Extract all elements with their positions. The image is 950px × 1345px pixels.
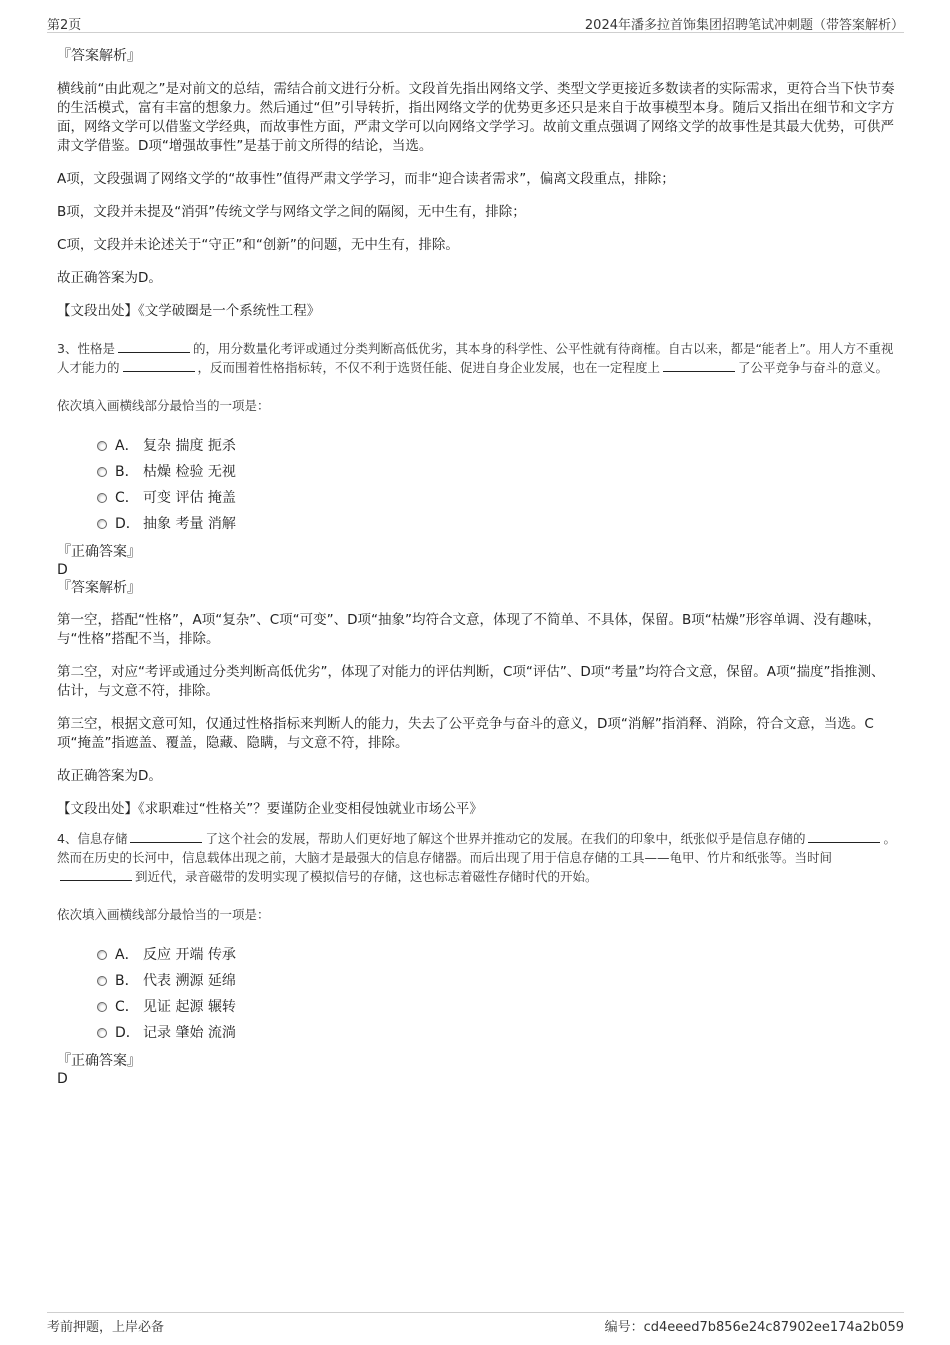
q3-analysis-paragraph: 第三空，根据文意可知，仅通过性格指标来判断人的能力，失去了公平竞争与奋斗的意义，D项“消解”指消释、消除，符合文意，当选。C项“掩盖”指遮盖、覆盖，隐藏、隐瞒，与文意不符，排除。: [57, 716, 874, 751]
radio-icon[interactable]: [97, 519, 107, 529]
q3-instruction: 依次填入画横线部分最恰当的一项是：: [57, 398, 270, 413]
q3-option-c[interactable]: C． 可变 评估 掩盖: [97, 485, 897, 511]
page-content: [57, 46, 897, 1088]
blank-line: [60, 868, 132, 881]
q3-options: [97, 433, 897, 537]
q4-option-c[interactable]: C． 见证 起源 辗转: [97, 994, 897, 1020]
radio-icon[interactable]: [97, 950, 107, 960]
q3-source: 【文段出处】《求职难过“性格关”？要谨防企业变相侵蚀就业市场公平》: [57, 801, 483, 817]
q3-correct-answer: D: [57, 562, 68, 578]
radio-icon[interactable]: [97, 493, 107, 503]
q3-analysis-label: 『答案解析』: [57, 580, 141, 596]
q2-analysis-paragraph: 故正确答案为D。: [57, 270, 162, 286]
footer-slogan: 考前押题，上岸必备: [47, 1320, 165, 1335]
q4-option-a[interactable]: A． 反应 开端 传承: [97, 942, 897, 968]
q4-option-b[interactable]: B． 代表 溯源 延绵: [97, 968, 897, 994]
q3-correct-label: 『正确答案』: [57, 544, 141, 560]
q2-analysis-paragraph: A项，文段强调了网络文学的“故事性”值得严肃文学学习，而非“迎合读者需求”，偏离文段重点，排除；: [57, 171, 675, 187]
q3-analysis-paragraph: 故正确答案为D。: [57, 768, 162, 784]
document-code: 编号：cd4eeed7b856e24c87902ee174a2b059: [604, 1320, 904, 1335]
blank-line: [118, 340, 190, 353]
q4-correct-answer: D: [57, 1071, 68, 1087]
blank-line: [808, 830, 880, 843]
radio-icon[interactable]: [97, 1002, 107, 1012]
radio-icon[interactable]: [97, 441, 107, 451]
q4-correct-label: 『正确答案』: [57, 1053, 141, 1069]
blank-line: [123, 359, 195, 372]
page-footer: [47, 1312, 904, 1335]
q2-analysis-label: 『答案解析』: [57, 48, 141, 64]
q4-options: [97, 942, 897, 1046]
q3-option-d[interactable]: D． 抽象 考量 消解: [97, 511, 897, 537]
radio-icon[interactable]: [97, 467, 107, 477]
document-title: 2024年潘多拉首饰集团招聘笔试冲刺题（带答案解析）: [584, 18, 904, 33]
q2-analysis-paragraph: B项，文段并未提及“消弭”传统文学与网络文学之间的隔阂，无中生有，排除；: [57, 204, 526, 220]
blank-line: [130, 830, 202, 843]
q3-option-a[interactable]: A． 复杂 揣度 扼杀: [97, 433, 897, 459]
q3-option-b[interactable]: B． 枯燥 检验 无视: [97, 459, 897, 485]
blank-line: [663, 359, 735, 372]
q4-instruction: 依次填入画横线部分最恰当的一项是：: [57, 907, 270, 922]
page-header: [47, 12, 904, 33]
q4-stem: 4、信息存储 了这个社会的发展，帮助人们更好地了解这个世界并推动它的发展。在我们的印象中，纸张似乎是信息存储的 。然而在历史的长河中，信息载体出现之前，大脑才是最强大的信息存储器。而后出现了用于信息存储的工具——龟甲、竹片和纸张等。当时间到近代，录音磁带的发明实现了模拟信号的存储，这也标志着磁性存储时代的开始。: [57, 831, 896, 884]
q4-option-d[interactable]: D． 记录 肇始 流淌: [97, 1020, 897, 1046]
q3-stem: 3、性格是 的，用分数量化考评或通过分类判断高低优劣，其本身的科学性、公平性就有待商榷。自古以来，都是“能者上”。用人方不重视人才能力的 ，反而围着性格指标转，不仅不利于选贤任能、促进自身企业发展，也在一定程度上 了公平竞争与奋斗的意义。: [57, 341, 894, 375]
q2-source: 【文段出处】《文学破圈是一个系统性工程》: [57, 303, 321, 319]
q3-analysis-paragraph: 第一空，搭配“性格”，A项“复杂”、C项“可变”、D项“抽象”均符合文意，体现了不简单、不具体，保留。B项“枯燥”形容单调、没有趣味，与“性格”搭配不当，排除。: [57, 612, 881, 647]
q2-analysis-paragraph: 横线前“由此观之”是对前文的总结，需结合前文进行分析。文段首先指出网络文学、类型文学更接近多数读者的实际需求，更符合当下快节奏的生活模式，富有丰富的想象力。然后通过“但”引导转折，指出网络文学的优势更多还只是来自于故事模型本身。随后又指出在细节和文字方面，网络文学可以借鉴文学经典，而故事性方面，严肃文学可以向网络文学学习。故前文重点强调了网络文学的故事性是其最大优势，可供严肃文学借鉴。D项“增强故事性”是基于前文所得的结论，当选。: [57, 81, 895, 154]
page-number: 第2页: [47, 18, 82, 33]
q2-analysis-paragraph: C项，文段并未论述关于“守正”和“创新”的问题，无中生有，排除。: [57, 237, 459, 253]
q3-analysis-paragraph: 第二空，对应“考评或通过分类判断高低优劣”，体现了对能力的评估判断，C项“评估”、D项“考量”均符合文意，保留。A项“揣度”指推测、估计，与文意不符，排除。: [57, 664, 885, 699]
radio-icon[interactable]: [97, 976, 107, 986]
radio-icon[interactable]: [97, 1028, 107, 1038]
